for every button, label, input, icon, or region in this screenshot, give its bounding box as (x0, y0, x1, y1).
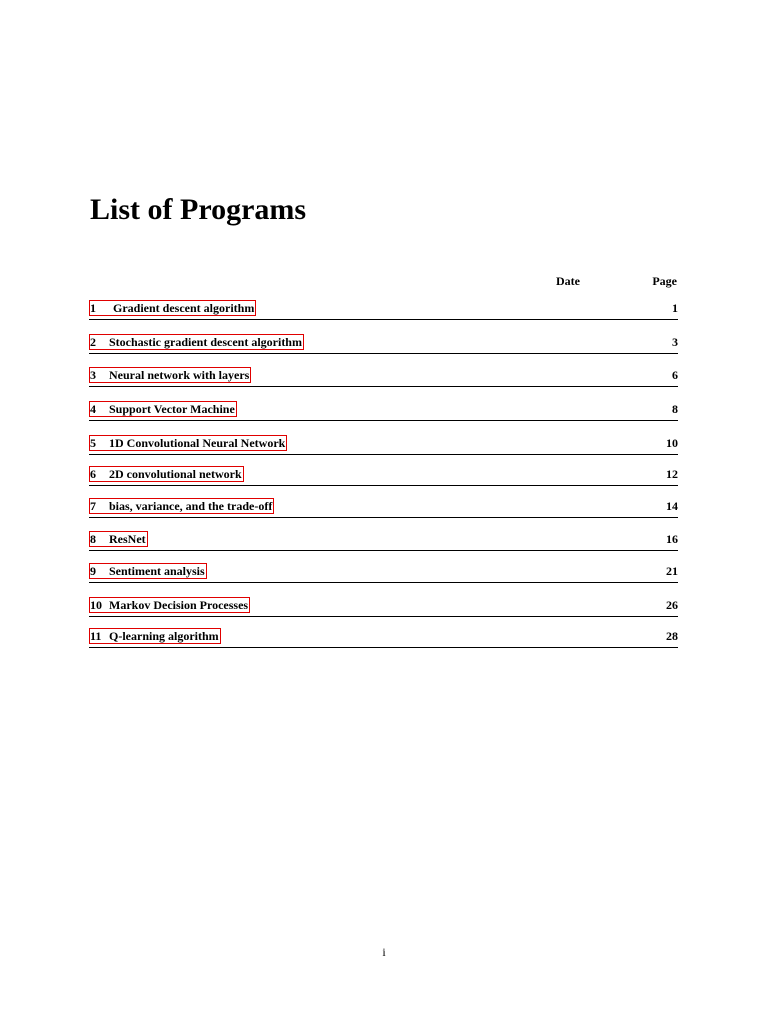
program-number: 9 (90, 564, 96, 578)
program-number: 11 (90, 629, 102, 643)
program-link[interactable] (89, 563, 207, 579)
footer-page-number: i (382, 945, 386, 959)
program-page-number: 16 (666, 532, 678, 546)
program-link[interactable] (89, 628, 221, 644)
program-link[interactable] (89, 401, 237, 417)
program-link[interactable] (89, 531, 148, 547)
program-number: 1 (90, 301, 96, 315)
list-item (89, 399, 678, 423)
program-page-number: 6 (672, 368, 678, 382)
program-number: 8 (90, 532, 96, 546)
program-title: Stochastic gradient descent algorithm (109, 335, 302, 349)
program-page-number: 26 (666, 598, 678, 612)
program-list (89, 0, 678, 1024)
program-title: Sentiment analysis (109, 564, 205, 578)
program-title: Support Vector Machine (109, 402, 235, 416)
program-page-number: 21 (666, 564, 678, 578)
list-item (89, 298, 678, 322)
program-number: 4 (90, 402, 96, 416)
row-divider (89, 319, 678, 320)
list-item (89, 561, 678, 585)
program-page-number: 10 (666, 436, 678, 450)
program-link[interactable] (89, 466, 244, 482)
row-divider (89, 353, 678, 354)
program-title: Neural network with layers (109, 368, 250, 382)
program-link[interactable] (89, 300, 256, 316)
row-divider (89, 647, 678, 648)
page-title: List of Programs (90, 193, 307, 226)
program-number: 10 (90, 598, 102, 612)
page-column-header: Page (652, 274, 677, 288)
list-item (89, 626, 678, 650)
program-number: 3 (90, 368, 96, 382)
list-item (89, 365, 678, 389)
program-link[interactable] (89, 435, 287, 451)
list-item (89, 433, 678, 457)
program-title: Markov Decision Processes (109, 598, 249, 612)
row-divider (89, 517, 678, 518)
list-item (89, 529, 678, 553)
list-item (89, 464, 678, 488)
list-item (89, 595, 678, 619)
row-divider (89, 386, 678, 387)
program-page-number: 3 (672, 335, 678, 349)
date-column-header: Date (556, 274, 580, 288)
row-divider (89, 582, 678, 583)
program-page-number: 14 (666, 499, 678, 513)
program-link[interactable] (89, 334, 304, 350)
program-number: 6 (90, 467, 96, 481)
program-link[interactable] (89, 498, 274, 514)
program-link[interactable] (89, 597, 250, 613)
program-link[interactable] (89, 367, 251, 383)
program-title: ResNet (109, 532, 146, 546)
row-divider (89, 420, 678, 421)
row-divider (89, 454, 678, 455)
list-item (89, 496, 678, 520)
program-title: 1D Convolutional Neural Network (109, 436, 286, 450)
program-page-number: 12 (666, 467, 678, 481)
program-title: 2D convolutional network (109, 467, 242, 481)
row-divider (89, 616, 678, 617)
program-page-number: 28 (666, 629, 678, 643)
program-page-number: 8 (672, 402, 678, 416)
program-number: 5 (90, 436, 96, 450)
program-number: 2 (90, 335, 96, 349)
program-title: bias, variance, and the trade-off (109, 499, 273, 513)
row-divider (89, 485, 678, 486)
program-number: 7 (90, 499, 96, 513)
row-divider (89, 550, 678, 551)
program-page-number: 1 (672, 301, 678, 315)
program-title: Gradient descent algorithm (113, 301, 255, 315)
list-item (89, 332, 678, 356)
program-title: Q-learning algorithm (109, 629, 219, 643)
